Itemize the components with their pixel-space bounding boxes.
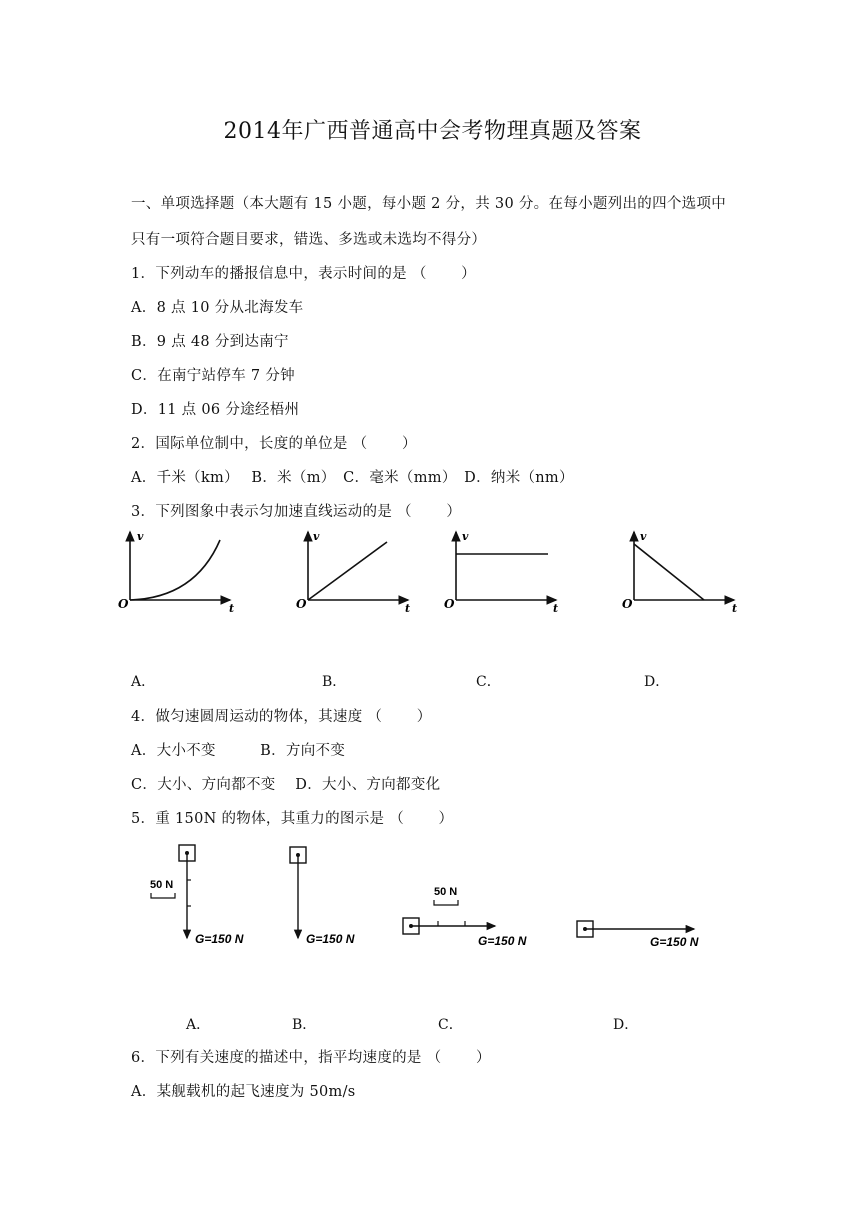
graph-a-curve xyxy=(130,540,220,600)
section-instruction-line-1: 一、单项选择题（本大题有 15 小题，每小题 2 分，共 30 分。在每小题列出的四个选项中 xyxy=(131,196,727,212)
question-1-option-c: C．在南宁站停车 7 分钟 xyxy=(131,368,295,384)
graph-b-line xyxy=(308,542,387,600)
question-5-label-c: C． xyxy=(438,1017,463,1033)
force-diagram-c-scale-label: 50 N xyxy=(434,886,458,898)
force-diagram-b-force-label: G=150 N xyxy=(306,932,355,946)
question-3-label-d: D． xyxy=(644,674,670,690)
question-4-options-cd: C．大小、方向都不变 D．大小、方向都变化 xyxy=(131,777,441,793)
force-diagram-d xyxy=(577,921,699,949)
graph-c-origin-label: O xyxy=(444,597,455,611)
question-1-option-d: D．11 点 06 分途经梧州 xyxy=(131,402,300,418)
graph-a-origin-label: O xyxy=(118,597,129,611)
question-3-label-b: B． xyxy=(322,674,347,690)
graph-a-v-label: v xyxy=(137,530,144,543)
graph-d-origin-label: O xyxy=(622,597,633,611)
question-6-option-a: A．某舰载机的起飞速度为 50m/s xyxy=(131,1084,356,1100)
force-diagram-c xyxy=(403,886,527,948)
question-3-stem: 3．下列图象中表示匀加速直线运动的是 （ ） xyxy=(131,504,462,520)
force-diagram-a-scale-label: 50 N xyxy=(150,879,174,891)
question-5-label-b: B． xyxy=(292,1017,317,1033)
question-5-label-a: A． xyxy=(186,1017,211,1033)
question-5-force-diagrams xyxy=(0,835,865,965)
question-3-label-c: C． xyxy=(476,674,501,690)
graph-d-line xyxy=(634,544,704,600)
question-1-option-b: B．9 点 48 分到达南宁 xyxy=(131,334,289,350)
question-2-stem: 2．国际单位制中，长度的单位是 （ ） xyxy=(131,436,417,452)
question-6-stem: 6．下列有关速度的描述中，指平均速度的是 （ ） xyxy=(131,1050,491,1066)
graph-b-v-label: v xyxy=(313,530,320,543)
force-diagram-a xyxy=(150,845,244,946)
graph-b-t-label: t xyxy=(405,602,411,615)
question-1-option-a: A．8 点 10 分从北海发车 xyxy=(131,300,304,316)
graph-c-t-label: t xyxy=(553,602,559,615)
graph-b-origin-label: O xyxy=(296,597,307,611)
question-3-label-a: A． xyxy=(131,674,156,690)
graph-d-v-label: v xyxy=(640,530,647,543)
question-3-graphs xyxy=(0,520,865,640)
force-diagram-a-force-label: G=150 N xyxy=(195,932,244,946)
graph-c xyxy=(444,530,558,615)
question-2-options: A．千米（km） B．米（m） C．毫米（mm） D．纳米（nm） xyxy=(131,470,574,486)
section-instruction-line-2: 只有一项符合题目要求，错选、多选或未选均不得分） xyxy=(131,232,487,248)
page-title: 2014年广西普通高中会考物理真题及答案 xyxy=(223,119,642,144)
graph-c-v-label: v xyxy=(462,530,469,543)
question-1-stem: 1．下列动车的播报信息中，表示时间的是 （ ） xyxy=(131,266,476,282)
graph-b xyxy=(296,530,410,615)
graph-d xyxy=(622,530,737,615)
graph-d-t-label: t xyxy=(732,602,738,615)
question-5-label-d: D． xyxy=(613,1017,639,1033)
question-4-options-ab: A．大小不变 B．方向不变 xyxy=(131,743,346,759)
force-diagram-b xyxy=(290,847,355,946)
graph-a xyxy=(118,530,234,615)
graph-a-t-label: t xyxy=(229,602,235,615)
question-5-stem: 5．重 150N 的物体，其重力的图示是 （ ） xyxy=(131,811,454,827)
question-4-stem: 4．做匀速圆周运动的物体，其速度 （ ） xyxy=(131,709,432,725)
force-diagram-d-force-label: G=150 N xyxy=(650,935,699,949)
force-diagram-c-force-label: G=150 N xyxy=(478,934,527,948)
